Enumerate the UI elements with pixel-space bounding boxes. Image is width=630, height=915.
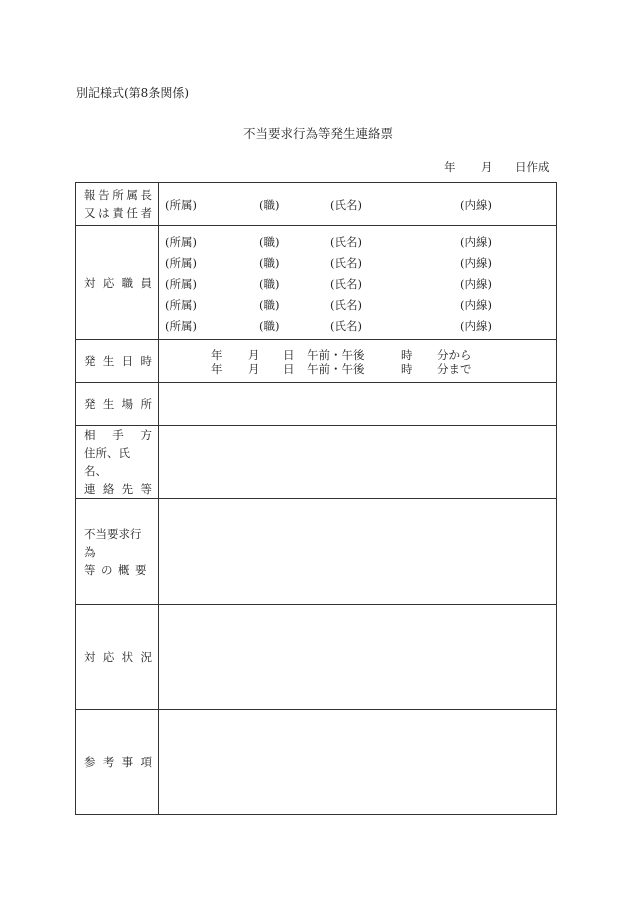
hour-label: 時 [401, 348, 413, 362]
summary-field[interactable] [159, 499, 557, 605]
label-notes: 参 考 事 項 [76, 710, 159, 815]
month-label: 月 [248, 362, 260, 376]
extension-label: (内線) [460, 318, 492, 333]
form-note: 別記様式(第8条関係) [76, 86, 189, 100]
staff-line [159, 252, 556, 273]
affiliation-label: (所属) [165, 276, 197, 291]
minute-from-label: 分から [437, 348, 472, 362]
position-label: (職) [259, 318, 280, 333]
name-label: (氏名) [330, 297, 362, 312]
label-counterpart: 相 手 方 住所、氏名、 連 絡 先 等 [76, 426, 159, 499]
name-label: (氏名) [330, 198, 362, 212]
row-place [76, 383, 557, 426]
reporter-fields[interactable] [159, 183, 557, 226]
year-label: 年 [211, 362, 223, 376]
date-day-created-label: 日作成 [515, 160, 550, 174]
am-pm-label: 午前・午後 [307, 348, 365, 362]
datetime-from-line [159, 347, 556, 361]
position-label: (職) [259, 234, 280, 249]
row-reporter [76, 183, 557, 226]
minute-to-label: 分まで [437, 362, 472, 376]
row-notes [76, 710, 557, 815]
staff-line [159, 231, 556, 252]
datetime-to-line [159, 361, 556, 375]
row-response [76, 605, 557, 710]
place-field[interactable] [159, 383, 557, 426]
extension-label: (内線) [460, 198, 492, 212]
affiliation-label: (所属) [165, 255, 197, 270]
staff-line [159, 273, 556, 294]
affiliation-label: (所属) [165, 198, 197, 212]
extension-label: (内線) [460, 234, 492, 249]
affiliation-label: (所属) [165, 297, 197, 312]
day-label: 日 [283, 362, 295, 376]
notes-field[interactable] [159, 710, 557, 815]
datetime-fields[interactable] [159, 340, 557, 383]
year-label: 年 [211, 348, 223, 362]
row-datetime [76, 340, 557, 383]
date-month-label: 月 [481, 160, 493, 174]
staff-line [159, 294, 556, 315]
name-label: (氏名) [330, 276, 362, 291]
row-counterpart [76, 426, 557, 499]
extension-label: (内線) [460, 276, 492, 291]
extension-label: (内線) [460, 255, 492, 270]
label-place: 発 生 場 所 [76, 383, 159, 426]
position-label: (職) [259, 255, 280, 270]
label-response: 対 応 状 況 [76, 605, 159, 710]
label-reporter: 報 告 所 属 長 又 は 責 任 者 [76, 183, 159, 226]
affiliation-label: (所属) [165, 318, 197, 333]
position-label: (職) [259, 276, 280, 291]
name-label: (氏名) [330, 255, 362, 270]
row-summary [76, 499, 557, 605]
day-label: 日 [283, 348, 295, 362]
hour-label: 時 [401, 362, 413, 376]
month-label: 月 [248, 348, 260, 362]
row-staff [76, 226, 557, 340]
label-datetime: 発 生 日 時 [76, 340, 159, 383]
incident-report-table [75, 182, 557, 815]
position-label: (職) [259, 198, 280, 212]
date-year-label: 年 [444, 160, 456, 174]
name-label: (氏名) [330, 318, 362, 333]
extension-label: (内線) [460, 297, 492, 312]
label-summary: 不当要求行為 等 の 概 要 [76, 499, 159, 605]
form-title: 不当要求行為等発生連絡票 [243, 126, 394, 141]
staff-fields[interactable] [159, 226, 557, 340]
staff-line [159, 315, 556, 336]
label-staff: 対 応 職 員 [76, 226, 159, 340]
response-field[interactable] [159, 605, 557, 710]
affiliation-label: (所属) [165, 234, 197, 249]
counterpart-field[interactable] [159, 426, 557, 499]
position-label: (職) [259, 297, 280, 312]
am-pm-label: 午前・午後 [307, 362, 365, 376]
name-label: (氏名) [330, 234, 362, 249]
